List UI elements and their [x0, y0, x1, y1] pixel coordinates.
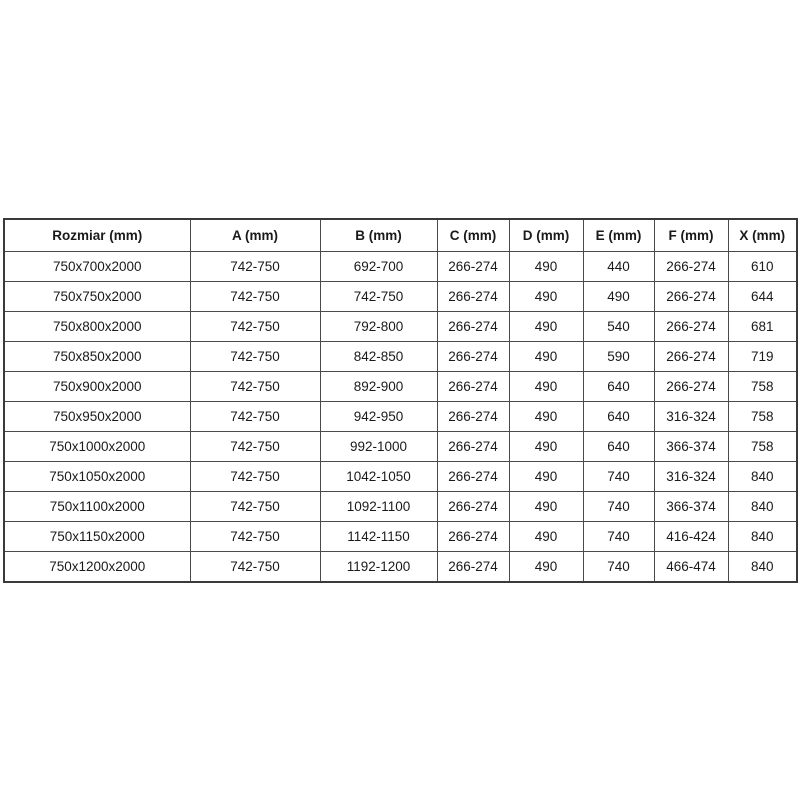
table-row — [4, 252, 797, 282]
column-header-0: Rozmiar (mm) — [4, 219, 190, 252]
table-row — [4, 372, 797, 402]
table-cell: 742-750 — [190, 522, 320, 552]
table-cell: 266-274 — [437, 462, 509, 492]
table-cell: 266-274 — [437, 312, 509, 342]
column-header-5: E (mm) — [583, 219, 654, 252]
column-header-2: B (mm) — [320, 219, 437, 252]
table-cell: 942-950 — [320, 402, 437, 432]
table-cell: 750x700x2000 — [4, 252, 190, 282]
table-row — [4, 492, 797, 522]
table-cell: 719 — [728, 342, 797, 372]
table-cell: 742-750 — [190, 492, 320, 522]
table-cell: 750x1150x2000 — [4, 522, 190, 552]
table-row — [4, 342, 797, 372]
table-cell: 742-750 — [190, 552, 320, 583]
table-cell: 742-750 — [190, 462, 320, 492]
table-cell: 750x1100x2000 — [4, 492, 190, 522]
table-cell: 266-274 — [654, 252, 728, 282]
table-cell: 266-274 — [437, 252, 509, 282]
table-cell: 750x1050x2000 — [4, 462, 190, 492]
table-cell: 840 — [728, 552, 797, 583]
table-cell: 742-750 — [190, 402, 320, 432]
table-cell: 640 — [583, 432, 654, 462]
table-cell: 266-274 — [437, 402, 509, 432]
table-cell: 692-700 — [320, 252, 437, 282]
table-cell: 490 — [509, 252, 583, 282]
column-header-6: F (mm) — [654, 219, 728, 252]
table-cell: 740 — [583, 552, 654, 583]
column-header-4: D (mm) — [509, 219, 583, 252]
table-cell: 840 — [728, 462, 797, 492]
table-cell: 644 — [728, 282, 797, 312]
table-header-row — [4, 219, 797, 252]
table-cell: 540 — [583, 312, 654, 342]
table-cell: 266-274 — [437, 552, 509, 583]
table-cell: 758 — [728, 432, 797, 462]
table-cell: 742-750 — [190, 372, 320, 402]
table-cell: 490 — [509, 552, 583, 583]
table-cell: 490 — [583, 282, 654, 312]
table-cell: 992-1000 — [320, 432, 437, 462]
table-cell: 490 — [509, 342, 583, 372]
table-cell: 316-324 — [654, 402, 728, 432]
table-cell: 316-324 — [654, 462, 728, 492]
table-cell: 792-800 — [320, 312, 437, 342]
table-cell: 640 — [583, 402, 654, 432]
table-cell: 750x800x2000 — [4, 312, 190, 342]
table-cell: 740 — [583, 462, 654, 492]
table-cell: 740 — [583, 522, 654, 552]
table-row — [4, 282, 797, 312]
table-row — [4, 462, 797, 492]
table-cell: 742-750 — [320, 282, 437, 312]
table-cell: 490 — [509, 462, 583, 492]
table-cell: 742-750 — [190, 342, 320, 372]
table-cell: 840 — [728, 522, 797, 552]
table-cell: 266-274 — [654, 312, 728, 342]
table-cell: 892-900 — [320, 372, 437, 402]
table-cell: 742-750 — [190, 432, 320, 462]
table-cell: 490 — [509, 282, 583, 312]
table-cell: 266-274 — [654, 282, 728, 312]
table-row — [4, 552, 797, 583]
table-cell: 758 — [728, 402, 797, 432]
table-cell: 750x1000x2000 — [4, 432, 190, 462]
table-cell: 750x1200x2000 — [4, 552, 190, 583]
table-row — [4, 312, 797, 342]
dimensions-table — [3, 218, 798, 583]
table-cell: 681 — [728, 312, 797, 342]
table-cell: 840 — [728, 492, 797, 522]
table-cell: 1192-1200 — [320, 552, 437, 583]
table-body — [4, 252, 797, 583]
table-cell: 758 — [728, 372, 797, 402]
table-cell: 466-474 — [654, 552, 728, 583]
table-cell: 1092-1100 — [320, 492, 437, 522]
table-row — [4, 402, 797, 432]
table-cell: 750x950x2000 — [4, 402, 190, 432]
table-cell: 742-750 — [190, 252, 320, 282]
table-cell: 640 — [583, 372, 654, 402]
column-header-1: A (mm) — [190, 219, 320, 252]
table-cell: 490 — [509, 522, 583, 552]
table-cell: 266-274 — [654, 372, 728, 402]
table-cell: 610 — [728, 252, 797, 282]
column-header-3: C (mm) — [437, 219, 509, 252]
table-header — [4, 219, 797, 252]
column-header-7: X (mm) — [728, 219, 797, 252]
table-cell: 266-274 — [437, 492, 509, 522]
table-row — [4, 522, 797, 552]
table-cell: 266-274 — [437, 282, 509, 312]
table-cell: 490 — [509, 372, 583, 402]
table-cell: 742-750 — [190, 282, 320, 312]
table-cell: 590 — [583, 342, 654, 372]
table-cell: 366-374 — [654, 432, 728, 462]
table-cell: 750x850x2000 — [4, 342, 190, 372]
table-cell: 440 — [583, 252, 654, 282]
table-cell: 366-374 — [654, 492, 728, 522]
table-row — [4, 432, 797, 462]
table-cell: 490 — [509, 492, 583, 522]
table-cell: 1142-1150 — [320, 522, 437, 552]
table-cell: 842-850 — [320, 342, 437, 372]
table-cell: 750x750x2000 — [4, 282, 190, 312]
table-cell: 742-750 — [190, 312, 320, 342]
table-cell: 490 — [509, 432, 583, 462]
table-cell: 490 — [509, 312, 583, 342]
table-cell: 1042-1050 — [320, 462, 437, 492]
table-cell: 266-274 — [437, 432, 509, 462]
table-cell: 266-274 — [437, 372, 509, 402]
table-cell: 266-274 — [437, 342, 509, 372]
table-cell: 416-424 — [654, 522, 728, 552]
table-cell: 266-274 — [437, 522, 509, 552]
table-cell: 266-274 — [654, 342, 728, 372]
table-cell: 740 — [583, 492, 654, 522]
table-cell: 750x900x2000 — [4, 372, 190, 402]
table-cell: 490 — [509, 402, 583, 432]
